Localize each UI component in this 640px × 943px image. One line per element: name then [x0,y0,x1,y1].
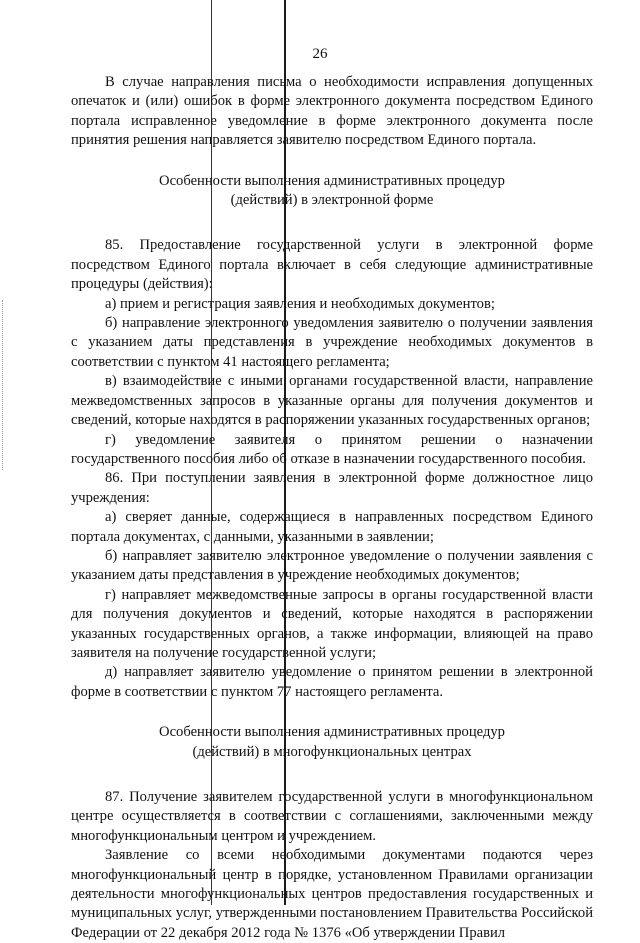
list-item: б) направление электронного уведомления заявителю о получении заявления с указанием даты представления в учреждение необходимых документов в соответствии с пунктом 41 настоящего регламента; [71,315,593,370]
document-body [71,73,593,943]
paragraph-87: 87. Получение заявителем государственной услуги в многофункциональном центре осуществляется в соответствии с соглашениями, заключенными между многофункциональным центром и учреждением. [71,789,593,844]
list-item: г) направляет межведомственные запросы в органы государственной власти для получения документов и сведений, которые находятся в распоряжении указанных государственных органов, а также информации, влияющей на право заявителя на получение государственной услуги; [71,586,593,661]
list-item: б) направляет заявителю электронное уведомление о получении заявления с указанием даты представления в учреждение необходимых документов; [71,547,593,584]
list-item: а) прием и регистрация заявления и необходимых документов; [105,295,495,312]
list-item: в) взаимодействие с иными органами государственной власти, направление межведомственных запросов в указанные органы для получения документов и сведений, которые находятся в распоряжении указанных государственных органов; [71,373,593,429]
list-item: д) направляет заявителю уведомление о принятом решении в электронной форме в соответствии с пунктом 77 настоящего регламента. [71,664,593,700]
paragraph-86: 86. При поступлении заявления в электронной форме должностное лицо учреждения: [71,470,593,506]
paragraph-87-continued: Заявление со всеми необходимыми документами подаются через многофункциональный центр в порядке, установленном Правилами организации деятельности многофункциональных центров предоставления государственных и муниципальных услуг, утвержденными постановлением Правительства Российской Федерации от 22 декабря 2012 года № 1376 «Об утверждении Правил [71,847,593,941]
section-heading-line: (действий) в многофункциональных центрах [192,743,472,760]
section-heading-line: Особенности выполнения административных процедур [159,172,505,189]
section-heading-mfc [71,723,593,762]
page-number: 26 [312,46,328,62]
list-item: г) уведомление заявителя о принятом решении о назначении государственного пособия либо об отказе в назначении государственного пособия. [71,431,593,467]
section-heading-line: Особенности выполнения административных процедур [159,724,505,741]
paragraph-85: 85. Предоставление государственной услуги в электронной форме посредством Единого портала включает в себя следующие административные процедуры (действия): [71,237,593,293]
scan-edge-marks [2,300,4,470]
section-heading-line: (действий) в электронной форме [230,192,434,209]
list-item: а) сверяет данные, содержащиеся в направленных посредством Единого портала документах, с данными, указанными в заявлении; [71,509,593,545]
section-heading-electronic [71,172,593,211]
intro-paragraph: В случае направления письма о необходимости исправления допущенных опечаток и (или) ошибок в форме электронного документа посредством Единого портала исправленное уведомление в форме электронного документа после принятия решения направляется заявителю посредством Единого портала. [71,74,593,149]
